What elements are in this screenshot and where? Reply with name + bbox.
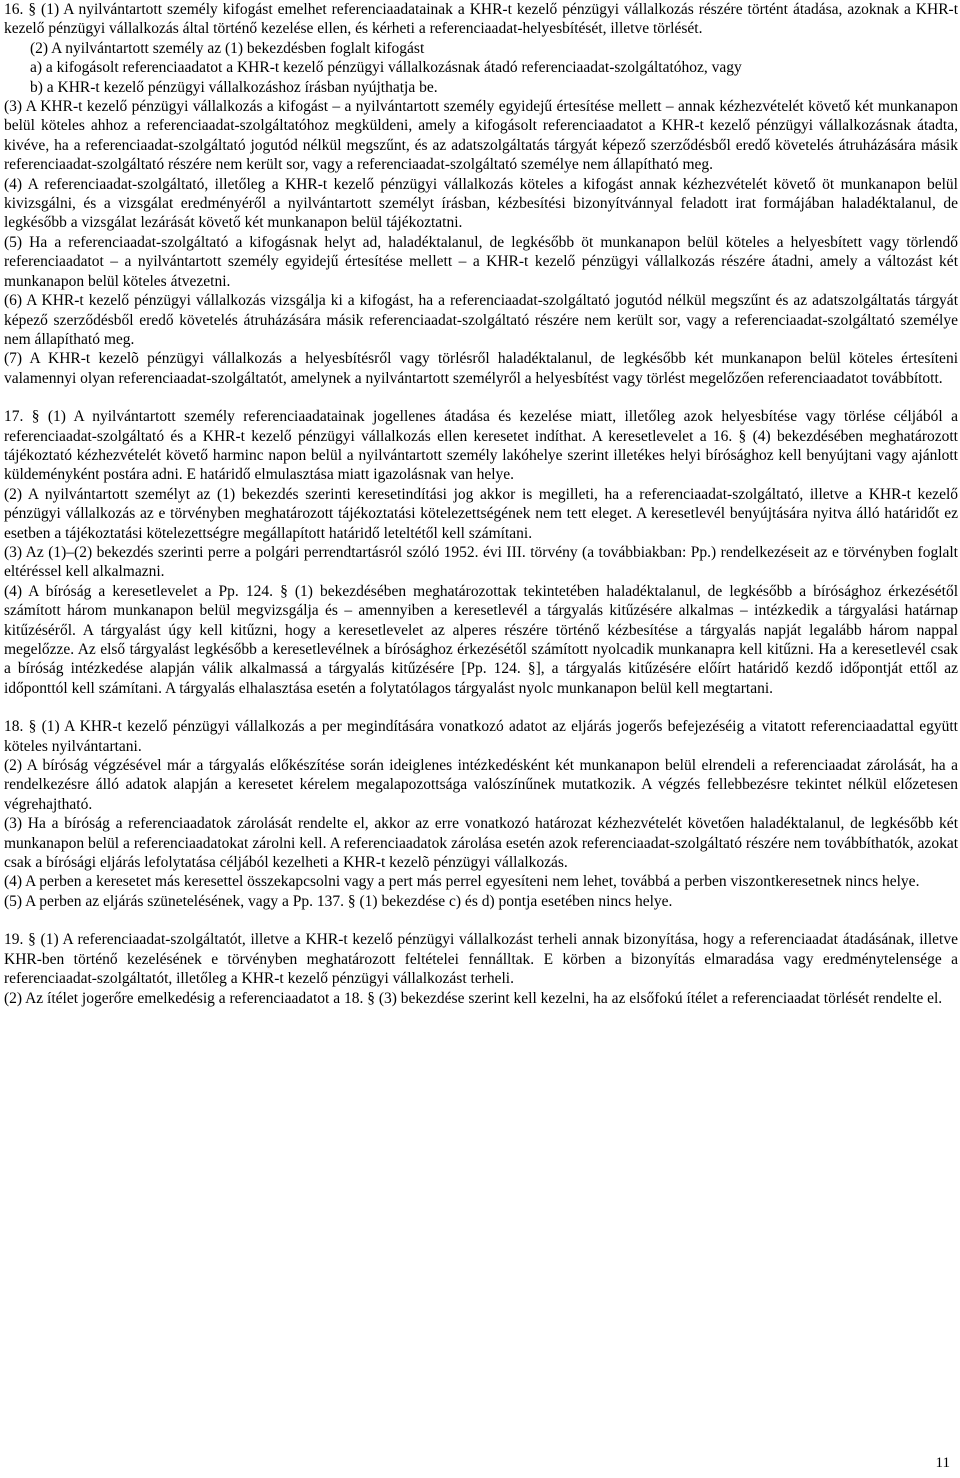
section-18-paragraph-1: 18. § (1) A KHR-t kezelő pénzügyi vállalkozás a per megindítására vonatkozó adatot az eljárás jogerős befejezéséig a vitatott referenciaadattal együtt köteles nyilvántartani. — [4, 718, 958, 755]
section-16-paragraph-4: (4) A referenciaadat-szolgáltató, illetőleg a KHR-t kezelő pénzügyi vállalkozás köteles a kifogást annak kézhezvételét követő öt munkanapon belül kivizsgálni, és a vizsgálat eredményéről a nyilvántartott személyt írásban, kézbesítési bizonyítvánnyal feladott irat formájában haladéktalanul, de legkésőbb a vizsgálat lezárását követő két munkanapon belül tájékoztatni. — [4, 175, 958, 232]
page-number: 11 — [935, 1455, 950, 1471]
section-18-paragraph-5: (5) A perben az eljárás szünetelésének, vagy a Pp. 137. § (1) bekezdése c) és d) pontja esetében nincs helye. — [4, 892, 673, 910]
section-16-paragraph-1: 16. § (1) A nyilvántartott személy kifogást emelhet referenciaadatainak a KHR-t kezelő pénzügyi vállalkozás részére történt átadása, azoknak a KHR-t kezelő pénzügyi vállalkozás által történő kezelése ellen, és kérheti a referenciaadat-helyesbítését, illetve törlését. — [4, 1, 958, 38]
section-19-paragraph-1: 19. § (1) A referenciaadat-szolgáltatót, illetve a KHR-t kezelő pénzügyi vállalkozást terheli annak bizonyítása, hogy a referenciaadat átadásának, illetve KHR-ben történő kezelésének e törvényben meghatározott feltételei fennálltak. E körben a bizonyítás elmaradása vagy eredménytelensége a referenciaadat-szolgáltatót, illetőleg a KHR-t kezelő pénzügyi vállalkozást terheli. — [4, 931, 958, 988]
section-17-paragraph-1: 17. § (1) A nyilvántartott személy referenciaadatainak jogellenes átadása és kezelése miatt, illetőleg azok helyesbítése vagy törlése céljából a referenciaadat-szolgáltató és a KHR-t kezelő pénzügyi vállalkozás ellen keresetet indíthat. A keresetlevelet a 16. § (4) bekezdésében meghatározott tájékoztató kézhezvételét követő harminc napon belül a nyilvántartott személy lakóhelye szerint illetékes helyi bírósághoz kell benyújtani vagy ajánlott küldeményként postára adni. E határidő elmulasztása miatt igazolásnak van helye. — [4, 408, 958, 484]
section-18-paragraph-2: (2) A bíróság végzésével már a tárgyalás előkészítése során ideiglenes intézkedésként két munkanapon belül elrendeli a referenciaadat zárolását, ha a rendelkezésre álló adatok alapján a keresetet kérelem megalapozottsága valószínűnek mutatkozik. A végzés fellebbezésre tekintet nélkül előzetesen végrehajtható. — [4, 757, 958, 813]
section-spacer — [4, 388, 958, 407]
section-17-paragraph-3: (3) Az (1)–(2) bekezdés szerinti perre a polgári perrendtartásról szóló 1952. évi III. törvény (a továbbiakban: Pp.) rendelkezéseit az e törvényben foglalt eltéréssel kell alkalmazni. — [4, 543, 958, 581]
section-16-paragraph-2: (2) A nyilvántartott személy az (1) bekezdésben foglalt kifogást — [30, 39, 425, 57]
section-16-paragraph-5: (5) Ha a referenciaadat-szolgáltató a kifogásnak helyt ad, haladéktalanul, de legkésőbb öt munkanapon belül köteles a helyesbített vagy törlendő referenciaadatot – a nyilvántartott személy egyidejű értesítése mellett – a KHR-t kezelő pénzügyi vállalkozás részére átadni, amely a változást két munkanapon belül köteles átvezetni. — [4, 233, 958, 290]
section-16-paragraph-3: (3) A KHR-t kezelő pénzügyi vállalkozás a kifogást – a nyilvántartott személy egyidejű értesítése mellett – annak kézhezvételét követő két munkanapon belül köteles ahhoz a referenciaadat-szolgáltatóhoz megküldeni, amely a kifogásolt referenciaadatot a KHR-t kezelő pénzügyi vállalkozásnak átadta, kivéve, ha a referenciaadat-szolgáltató jogutód nélkül megszűnt, és az adatszolgáltatás tárgyát képező szerződésből eredő követelés átruházására másik referenciaadat-szolgáltató részére nem került sor, vagy a referenciaadat-szolgáltató személye nem állapítható meg. — [4, 98, 958, 174]
section-spacer — [4, 698, 958, 717]
section-19-paragraph-2: (2) Az ítélet jogerőre emelkedésig a referenciaadatot a 18. § (3) bekezdése szerint kell kezelni, ha az elsőfokú ítélet a referenciaadat törlését rendelte el. — [4, 989, 943, 1007]
section-16-paragraph-6: (6) A KHR-t kezelő pénzügyi vállalkozás vizsgálja ki a kifogást, ha a referenciaadat-szolgáltató jogutód nélkül megszűnt és az adatszolgáltatás tárgyát képező szerződésből eredő követelés átruházására másik referenciaadat-szolgáltató részére nem került sor, vagy a referenciaadat-szolgáltató személye nem állapítható meg. — [4, 292, 958, 348]
section-16-paragraph-2b: b) a KHR-t kezelő pénzügyi vállalkozáshoz írásban nyújthatja be. — [30, 78, 438, 96]
section-16-paragraph-2a: a) a kifogásolt referenciaadatot a KHR-t kezelő pénzügyi vállalkozásnak átadó referenciaadat-szolgáltatóhoz, vagy — [30, 59, 742, 77]
section-17-paragraph-4: (4) A bíróság a keresetlevelet a Pp. 124. § (1) bekezdésében meghatározottak tekintetében haladéktalanul, de legkésőbb a bírósághoz érkezésétől számított három munkanapon belül megvizsgálja és – amennyiben a keresetlevél a tárgyalás kitűzésére alkalmas – intézkedik a tárgyalási határnap kitűzéséről. A tárgyalást úgy kell kitűzni, hogy a keresetlevelet az alperes részére történő kézbesítése a tárgyalás napját legalább három nappal megelőzze. Az első tárgyalást legkésőbb a keresetlevélnek a bírósághoz érkezésétől számított nyolcadik munkanapra kell kitűzni. Ha a keresetlevél csak a bíróság intézkedése alapján válik alkalmassá a tárgyalás kitűzésére [Pp. 124. §], a tárgyalás kitűzésére előírt határidő kezdő időpontját ettől az időponttól kell számítani. A tárgyalás elhalasztása esetén a folytatólagos tárgyalást nyolc munkanapon belül kell megtartani. — [4, 582, 958, 697]
section-18-paragraph-3: (3) Ha a bíróság a referenciaadatok zárolását rendelte el, akkor az erre vonatkozó határozat kézhezvételét követően haladéktalanul, de legkésőbb két munkanapon belül a referenciaadatokat zárolni kell. A referenciaadatok zárolása esetén azok referenciaadat-szolgáltató részére nem továbbíthatók, azokat csak a bírósági eljárás lefolytatása céljából kezelheti a KHR-t kezelõ pénzügyi vállalkozás. — [4, 815, 958, 872]
section-16-paragraph-7: (7) A KHR-t kezelõ pénzügyi vállalkozás a helyesbítésről vagy törlésről haladéktalanul, de legkésőbb két munkanapon belül köteles értesíteni valamennyi olyan referenciaadat-szolgáltatót, amelynek a nyilvántartott személyről a helyesbítést vagy törlést megelőzően referenciaadatot továbbított. — [4, 350, 958, 387]
section-spacer — [4, 911, 958, 930]
section-18-paragraph-4: (4) A perben a keresetet más keresettel összekapcsolni vagy a pert más perrel egyesíteni nem lehet, továbbá a perben viszontkeresetnek nincs helye. — [4, 873, 920, 891]
section-17-paragraph-2: (2) A nyilvántartott személyt az (1) bekezdés szerinti keresetindítási jog akkor is megilleti, ha a referenciaadat-szolgáltató, illetve a KHR-t kezelő pénzügyi vállalkozás az e törvényben meghatározott tájékoztatási kötelezettségének nem tett eleget. A keresetlevél benyújtására nyitva álló határidőt ez esetben a tájékoztatási kötelezettségre megállapított határidő leteltétől kell számítani. — [4, 485, 958, 542]
